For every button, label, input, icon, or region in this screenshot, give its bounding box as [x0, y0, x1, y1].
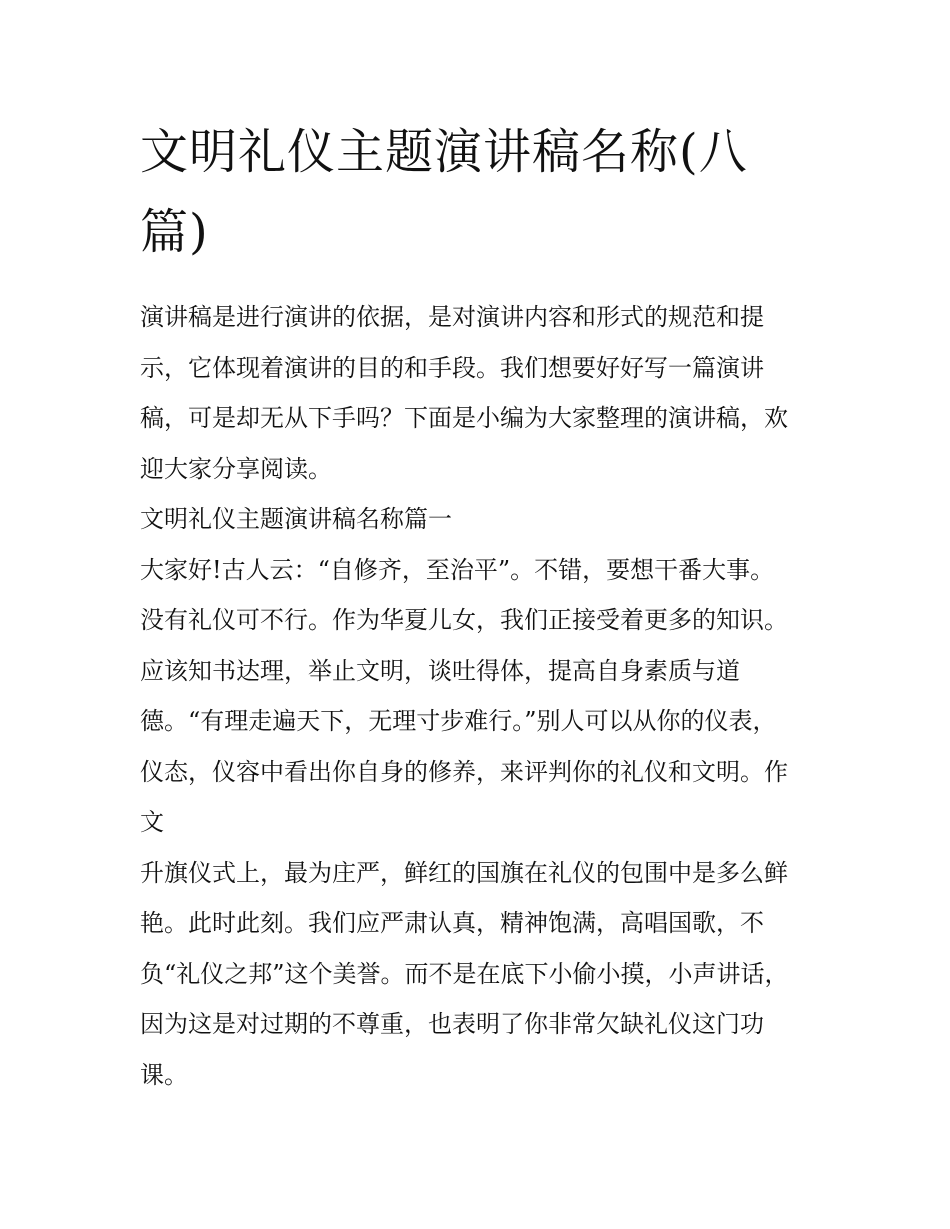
- text-line: 大家好!古人云：“自修齐，至治平”。不错，要想干番大事。: [140, 555, 775, 584]
- text-line: 因为这是对过期的不尊重，也表明了你非常欠缺礼仪这门功: [140, 1010, 764, 1038]
- text-line: 演讲稿是进行演讲的依据，是对演讲内容和形式的规范和提: [140, 303, 764, 331]
- text-line: 艳。此时此刻。我们应严肃认真，精神饱满，高唱国歌，不: [140, 909, 764, 937]
- body-paragraph-1: [140, 545, 820, 848]
- section-heading: [140, 494, 820, 545]
- text-line: 迎大家分享阅读。: [140, 454, 332, 483]
- text-line: 没有礼仪可不行。作为华夏儿女，我们正接受着更多的知识。: [140, 606, 788, 634]
- document-title: [140, 0, 820, 272]
- text-line: 稿，可是却无从下手吗？下面是小编为大家整理的演讲稿，欢: [140, 404, 788, 432]
- title-line: 文明礼仪主题演讲稿名称(八: [140, 124, 748, 180]
- title-line: 篇): [140, 204, 209, 260]
- text-line: 应该知书达理，举止文明，谈吐得体，提高自身素质与道: [140, 656, 740, 685]
- body-paragraph-2: [140, 848, 820, 1101]
- text-line: 课。: [140, 1060, 188, 1089]
- text-line: 文明礼仪主题演讲稿名称篇一: [140, 505, 452, 533]
- text-line: 德。“有理走遍天下，无理寸步难行。”别人可以从你的仪表，: [140, 707, 777, 735]
- text-line: 负“礼仪之邦”这个美誉。而不是在底下小偷小摸，小声讲话，: [140, 959, 789, 988]
- text-line: 仪态，仪容中看出你自身的修养，来评判你的礼仪和文明。作: [140, 757, 788, 786]
- intro-paragraph: [140, 292, 820, 494]
- text-line: 示，它体现着演讲的目的和手段。我们想要好好写一篇演讲: [140, 353, 764, 382]
- text-line: 升旗仪式上，最为庄严，鲜红的国旗在礼仪的包围中是多么鲜: [140, 858, 788, 887]
- text-line: 文: [140, 808, 164, 836]
- document-page: [140, 0, 820, 1100]
